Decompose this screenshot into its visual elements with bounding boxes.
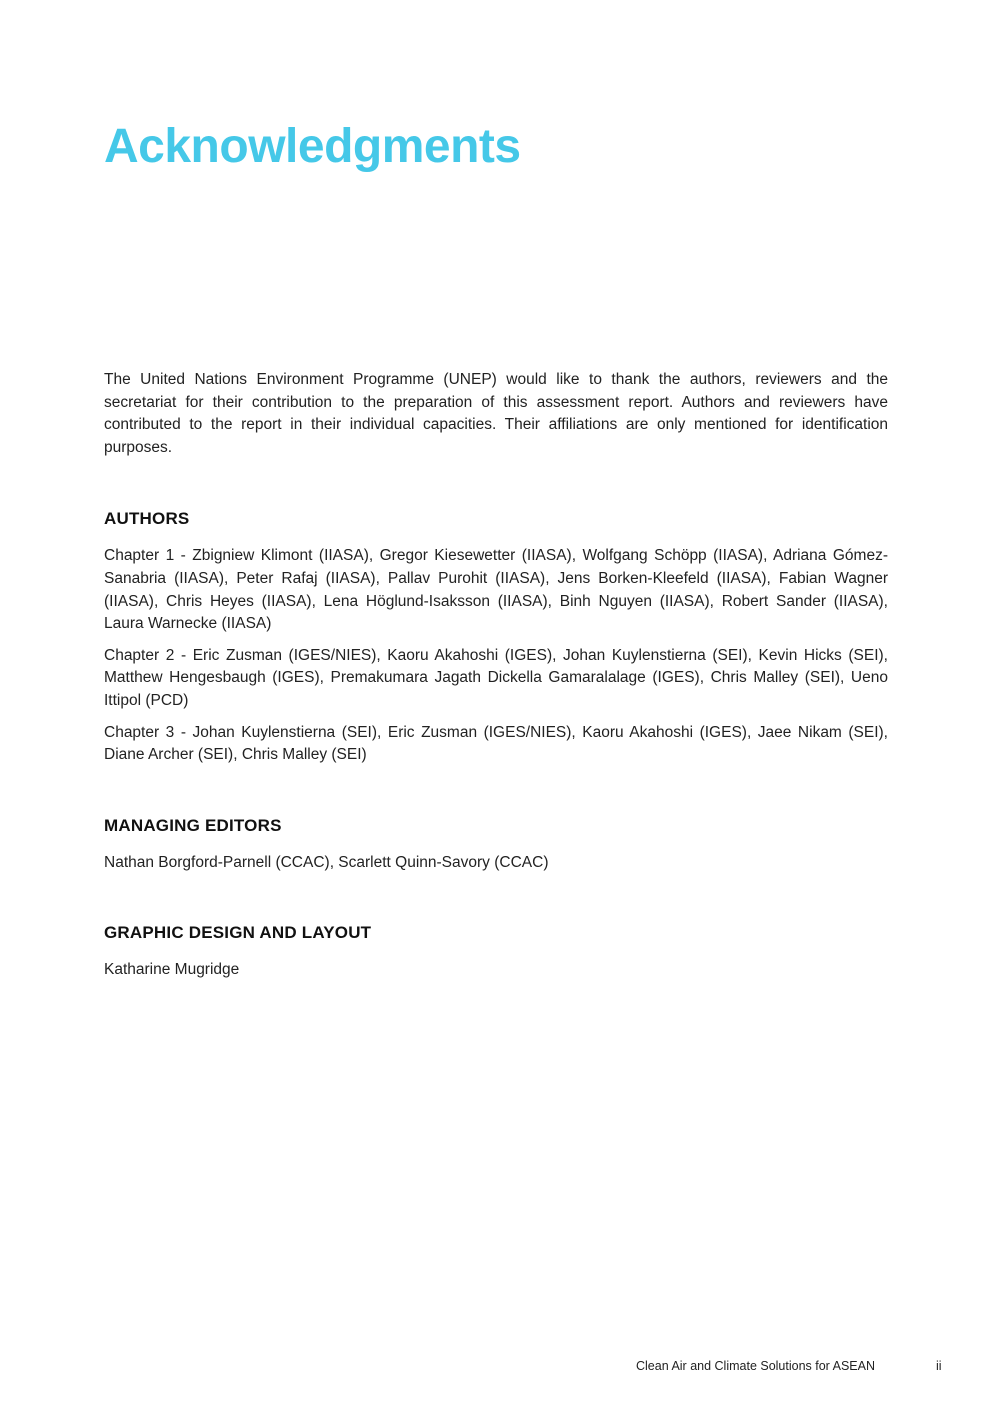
authors-heading: AUTHORS bbox=[104, 509, 190, 529]
managing-editors-text: Nathan Borgford-Parnell (CCAC), Scarlett Quinn-Savory (CCAC) bbox=[104, 853, 549, 871]
acknowledgments-body bbox=[104, 369, 888, 982]
graphic-design-heading: GRAPHIC DESIGN AND LAYOUT bbox=[104, 923, 372, 943]
authors-list bbox=[104, 545, 888, 766]
intro-paragraph: The United Nations Environment Programme (UNEP) would like to thank the authors, reviewers and the secretariat for their contribution to the preparation of this assessment report. Authors and reviewers have contributed to the report in their individual capacities. Their affiliations are only mentioned for identification purposes. bbox=[104, 371, 888, 456]
graphic-design-text: Katharine Mugridge bbox=[104, 961, 240, 979]
footer-page-number: ii bbox=[936, 1359, 942, 1373]
chapter-1-authors: Chapter 1 - Zbigniew Klimont (IIASA), Gregor Kiesewetter (IIASA), Wolfgang Schöpp (IIASA), Adriana Gómez-Sanabria (IIASA), Peter Rafaj (IIASA), Pallav Purohit (IIASA), Jens Borken-Kleefeld (IIASA), Fabian Wagner (IIASA), Chris Heyes (IIASA), Lena Höglund-Isaksson (IIASA), Binh Nguyen (IIASA), Robert Sander (IIASA), Laura Warnecke (IIASA) bbox=[104, 547, 888, 633]
managing-editors-heading: MANAGING EDITORS bbox=[104, 815, 282, 835]
chapter-3-authors: Chapter 3 - Johan Kuylenstierna (SEI), Eric Zusman (IGES/NIES), Kaoru Akahoshi (IGES), Jaee Nikam (SEI), Diane Archer (SEI), Chris Malley (SEI) bbox=[104, 723, 888, 764]
chapter-2-authors: Chapter 2 - Eric Zusman (IGES/NIES), Kaoru Akahoshi (IGES), Johan Kuylenstierna (SEI), Kevin Hicks (SEI), Matthew Hengesbaugh (IGES), Premakumara Jagath Dickella Gamaralalage (IGES), Chris Malley (SEI), Ueno Ittipol (PCD) bbox=[104, 646, 888, 709]
page-title: Acknowledgments bbox=[104, 120, 521, 173]
footer-publication-title: Clean Air and Climate Solutions for ASEAN bbox=[636, 1359, 876, 1373]
